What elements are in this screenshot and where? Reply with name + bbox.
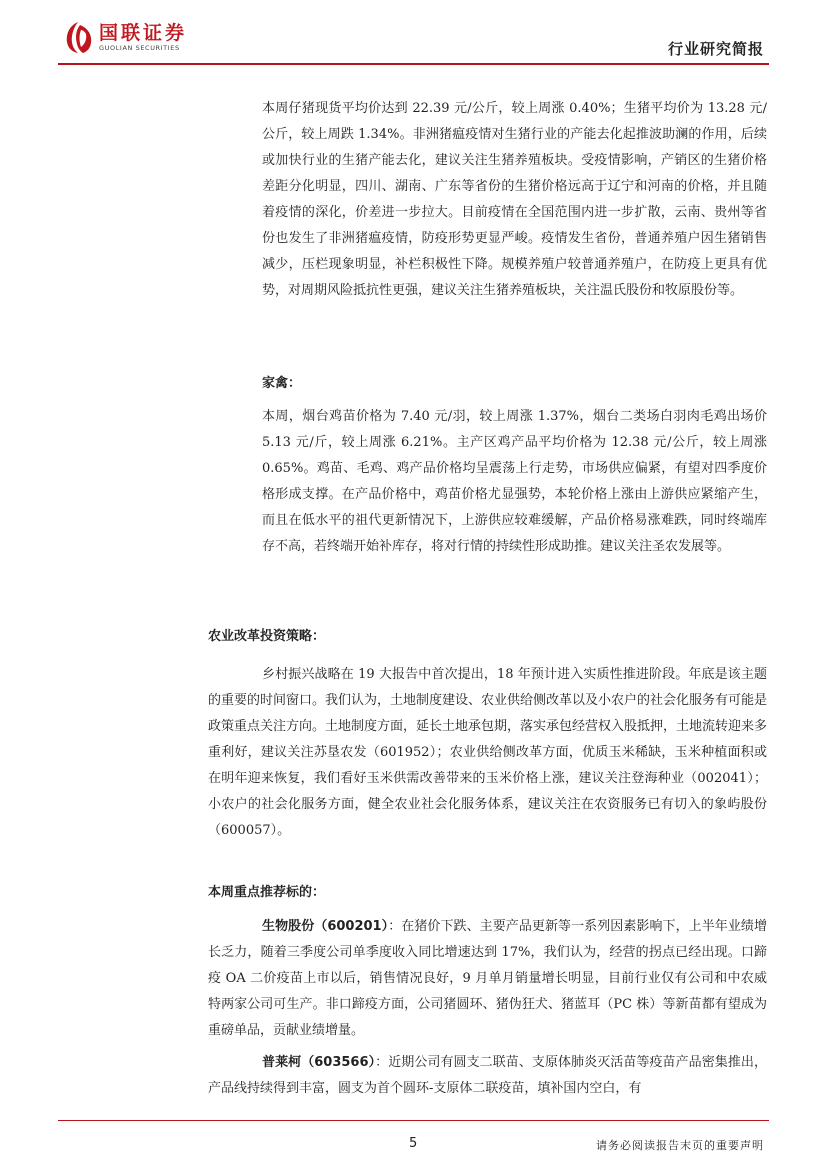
stock2-text: ：近期公司有圆支二联苗、支原体肺炎灭活苗等疫苗产品密集推出，产品线持续得到丰富，圆支为首个圆环-支原体二联疫苗，填补国内空白，有 bbox=[208, 1055, 767, 1096]
stock1-text: ：在猪价下跌、主要产品更新等一系列因素影响下，上半年业绩增长乏力，随着三季度公司单季度收入同比增速达到 17%，我们认为，经营的拐点已经出现。口蹄疫 OA 二价疫苗上市以后，销售情况良好，9 月单月销量增长明显，目前行业仅有公司和中农威特两家公司可生产。非口蹄疫方面，公司猪圆环、猪伪狂犬、猪蓝耳（PC 株）等新苗都有望成为重磅单品，贡献业绩增量。 bbox=[208, 919, 767, 1038]
poultry-heading: 家禽： bbox=[262, 376, 302, 391]
logo-chinese-name: 国联证券 bbox=[99, 22, 188, 44]
stock2-paragraph bbox=[208, 1050, 767, 1102]
poultry-paragraph: 本周，烟台鸡苗价格为 7.40 元/羽，较上周涨 1.37%，烟台二类场白羽肉毛鸡出场价 5.13 元/斤，较上周涨 6.21%。主产区鸡产品平均价格为 12.38 元/公斤，较上周涨 0.65%。鸡苗、毛鸡、鸡产品价格均呈震荡上行走势，市场供应偏紧，有望对四季度价格形成支撑。在产品价格中，鸡苗价格尤显强势，本轮价格上涨由上游供应紧缩产生，而且在低水平的祖代更新情况下，上游供应较难缓解，产品价格易涨难跌，同时终端库存不高，若终端开始补库存，将对行情的持续性形成助推。建议关注圣农发展等。 bbox=[262, 409, 767, 554]
recommend-heading: 本周重点推荐标的： bbox=[208, 885, 326, 900]
reform-heading: 农业改革投资策略： bbox=[208, 629, 326, 644]
footer-disclaimer: 请务必阅读报告末页的重要声明 bbox=[596, 1139, 764, 1152]
stock1-name: 生物股份（600201） bbox=[262, 919, 389, 934]
reform-section bbox=[208, 662, 767, 844]
pig-paragraph: 本周仔猪现货平均价达到 22.39 元/公斤，较上周涨 0.40%；生猪平均价为 13.28 元/公斤，较上周跌 1.34%。非洲猪瘟疫情对生猪行业的产能去化起推波助澜的作用，后续或加快行业的生猪产能去化，建议关注生猪养殖板块。受疫情影响，产销区的生猪价格差距分化明显，四川、湖南、广东等省份的生猪价格远高于辽宁和河南的价格，并且随着疫情的深化，价差进一步拉大。目前疫情在全国范围内进一步扩散，云南、贵州等省份也发生了非洲猪瘟疫情，防疫形势更显严峻。疫情发生省份，普通养殖户因生猪销售减少，压栏现象明显，补栏积极性下降。规模养殖户较普通养殖户，在防疫上更具有优势，对周期风险抵抗性更强，建议关注生猪养殖板块，关注温氏股份和牧原股份等。 bbox=[262, 101, 767, 298]
stock1-paragraph bbox=[208, 914, 767, 1044]
pig-section bbox=[262, 96, 767, 304]
report-type-label: 行业研究简报 bbox=[667, 40, 764, 58]
footer-divider bbox=[58, 1120, 769, 1121]
logo-english-name: GUOLIAN SECURITIES bbox=[99, 44, 180, 52]
company-logo bbox=[63, 20, 187, 54]
page-number: 5 bbox=[409, 1136, 418, 1151]
guolian-logo-icon bbox=[63, 20, 93, 54]
poultry-section bbox=[262, 404, 767, 560]
stock2-section bbox=[208, 1050, 767, 1102]
stock2-name: 普莱柯（603566） bbox=[262, 1055, 376, 1070]
reform-paragraph: 乡村振兴战略在 19 大报告中首次提出，18 年预计进入实质性推进阶段。年底是该主题的重要的时间窗口。我们认为，土地制度建设、农业供给侧改革以及小农户的社会化服务有可能是政策重点关注方向。土地制度方面，延长土地承包期，落实承包经营权入股抵押，土地流转迎来多重利好，建议关注苏垦农发（601952）；农业供给侧改革方面，优质玉米稀缺，玉米种植面积或在明年迎来恢复，我们看好玉米供需改善带来的玉米价格上涨，建议关注登海种业（002041）；小农户的社会化服务方面，健全农业社会化服务体系，建议关注在农资服务已有切入的象屿股份（600057）。 bbox=[208, 667, 768, 838]
stock1-section bbox=[208, 914, 767, 1044]
header-divider bbox=[58, 63, 769, 65]
